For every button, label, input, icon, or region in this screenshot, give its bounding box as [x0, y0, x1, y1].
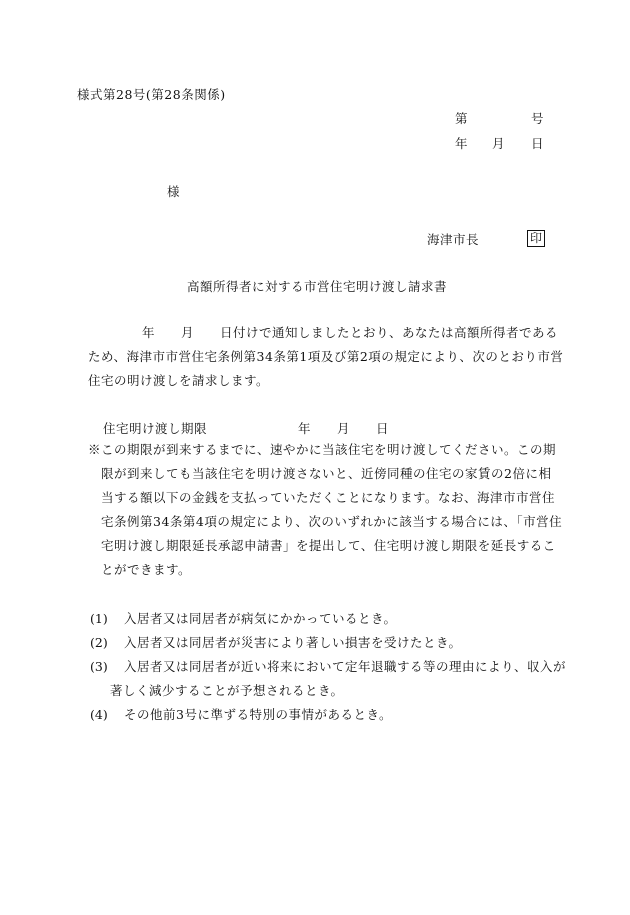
form-label: 様式第28号(第28条関係) [77, 87, 226, 102]
doc-number-dai: 第 [455, 111, 468, 126]
seal-mark [527, 230, 545, 247]
intro-month: 月 [181, 325, 194, 340]
addressee-suffix: 様 [167, 184, 180, 199]
note-line6: とができます。 [101, 562, 192, 577]
deadline-year: 年 [298, 421, 311, 436]
doc-number-go: 号 [531, 111, 544, 126]
intro-line2: ため、海津市市営住宅条例第34条第1項及び第2項の規定により、次のとおり市営 [88, 349, 564, 364]
deadline-month: 月 [337, 421, 350, 436]
intro-year: 年 [142, 325, 155, 340]
intro-line3: 住宅の明け渡しを請求します。 [88, 373, 270, 388]
intro-line1-text: 日付けで通知しましたとおり、あなたは高額所得者である [220, 325, 559, 340]
item-4-text: その他前3号に準ずる特別の事情があるとき。 [124, 707, 392, 722]
seal-label: 印 [527, 230, 545, 247]
note-line2: 限が到来しても当該住宅を明け渡さないと、近傍同種の住宅の家賃の2倍に相 [101, 466, 552, 481]
note-line4: 宅条例第34条第4項の規定により、次のいずれかに該当する場合には、「市営住 [101, 514, 563, 529]
item-1-text: 入居者又は同居者が病気にかかっているとき。 [124, 611, 397, 626]
document-title: 高額所得者に対する市営住宅明け渡し請求書 [187, 279, 448, 294]
issue-month: 月 [492, 136, 505, 151]
item-1-number: (1) [90, 611, 108, 626]
deadline-label: 住宅明け渡し期限 [103, 421, 208, 436]
note-line5: 宅明け渡し期限延長承認申請書」を提出して、住宅明け渡し期限を延長するこ [101, 538, 556, 553]
issuer-title: 海津市長 [427, 232, 480, 247]
issue-day: 日 [531, 136, 544, 151]
issue-year: 年 [455, 136, 468, 151]
note-line3: 当する額以下の金銭を支払っていただくことになります。なお、海津市市営住 [101, 490, 556, 505]
item-4-number: (4) [90, 707, 108, 722]
item-2-number: (2) [90, 635, 108, 650]
item-3-text-cont: 著しく減少することが予想されるとき。 [110, 683, 344, 698]
deadline-day: 日 [376, 421, 389, 436]
note-line1: ※この期限が到来するまでに、速やかに当該住宅を明け渡してください。この期 [88, 442, 557, 457]
item-3-number: (3) [90, 659, 108, 674]
item-2-text: 入居者又は同居者が災害により著しい損害を受けたとき。 [124, 635, 462, 650]
item-3-text: 入居者又は同居者が近い将来において定年退職する等の理由により、収入が [124, 659, 567, 674]
